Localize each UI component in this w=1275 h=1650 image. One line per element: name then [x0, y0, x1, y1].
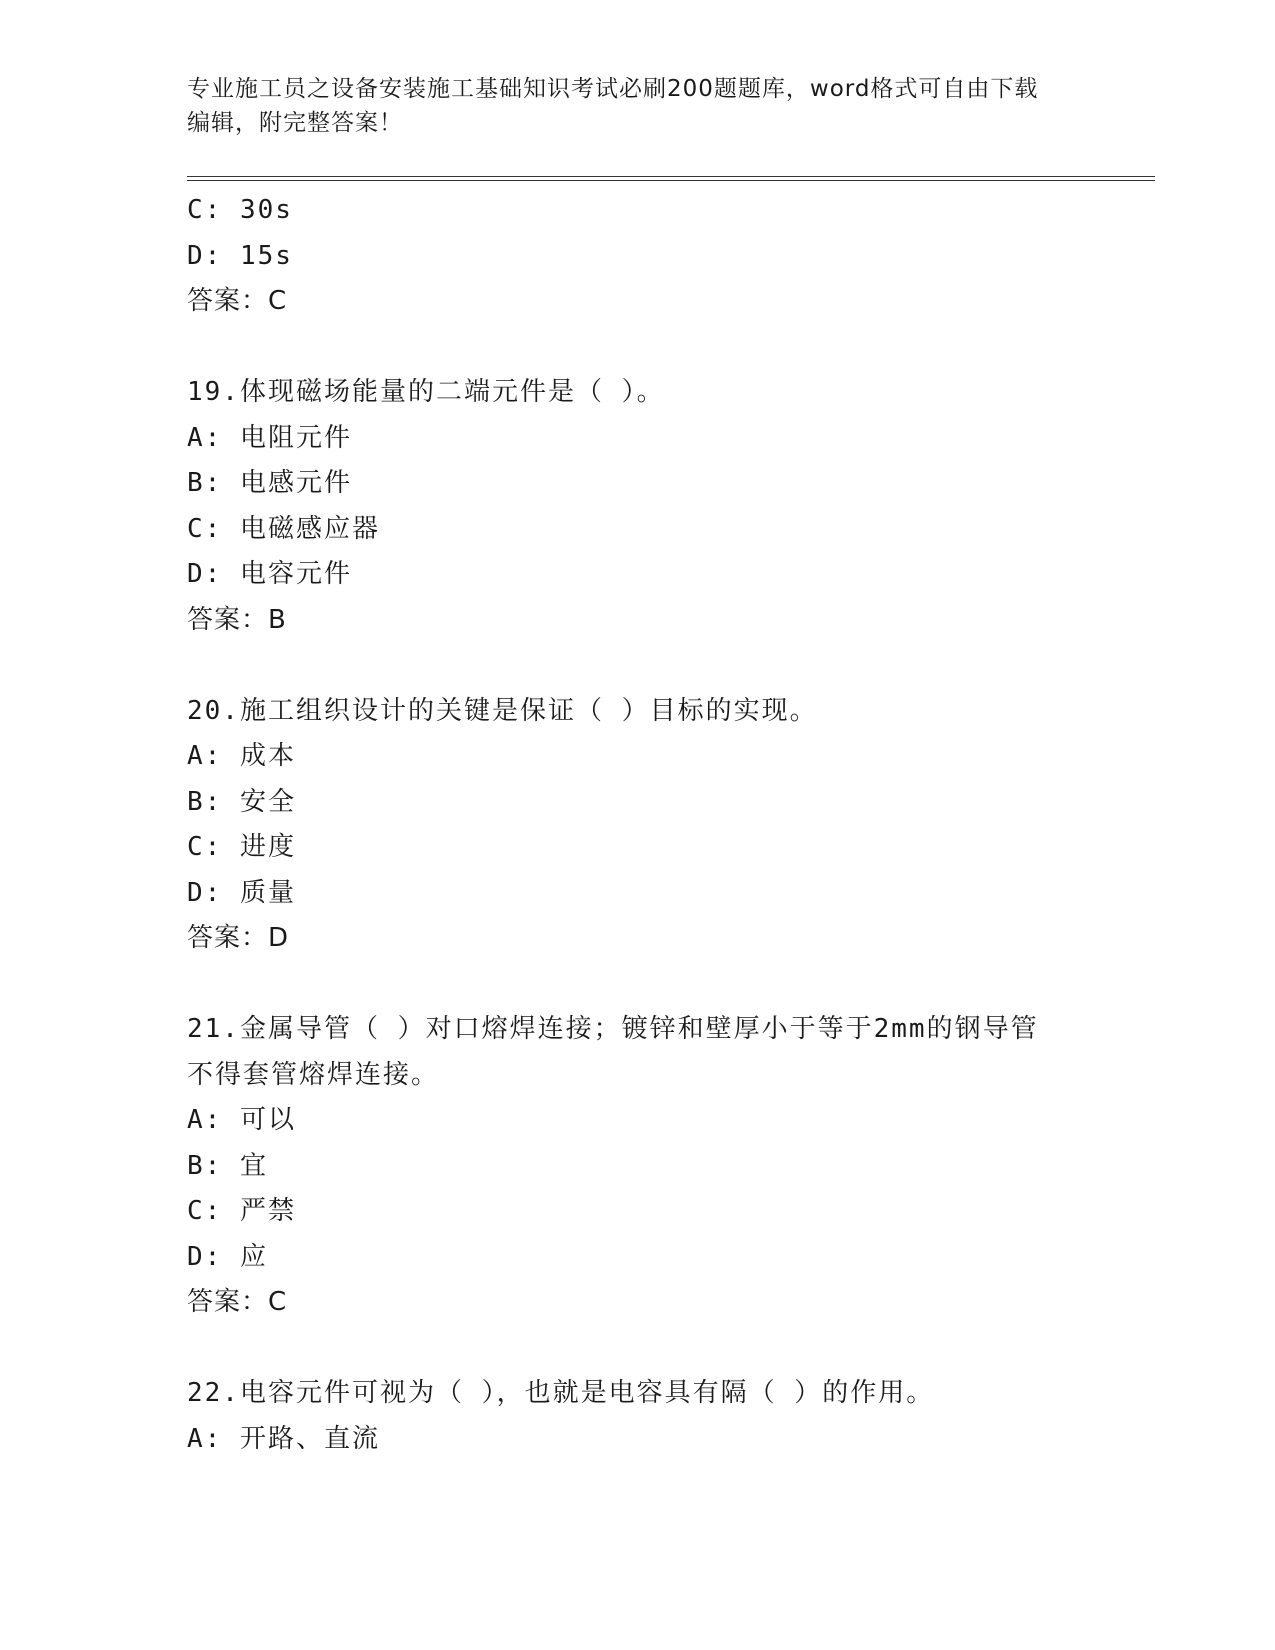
- spacer: [187, 325, 1087, 371]
- answer: 答案：C: [187, 286, 288, 316]
- question-19: [187, 370, 1087, 643]
- spacer: [187, 1326, 1087, 1372]
- question-list: [187, 188, 1087, 1462]
- question-20: [187, 689, 1087, 962]
- option-c: C: 进度: [187, 832, 296, 862]
- question-stem-line-1: 21.金属导管（ ）对口熔焊连接；镀锌和壁厚小于等于2mm的钢导管: [187, 1014, 1039, 1044]
- question-stem: 19.体现磁场能量的二端元件是（ ）。: [187, 377, 665, 407]
- option-d: D: 应: [187, 1241, 268, 1272]
- option-a: A: 成本: [187, 741, 296, 771]
- question-22: [187, 1371, 1087, 1462]
- option-c: C: 30s: [187, 195, 293, 225]
- spacer: [187, 643, 1087, 689]
- option-c: C: 严禁: [187, 1196, 296, 1226]
- answer: 答案：D: [187, 923, 290, 953]
- question-21: [187, 1007, 1087, 1326]
- question-stem: 20.施工组织设计的关键是保证（ ）目标的实现。: [187, 695, 818, 726]
- option-a: A: 可以: [187, 1105, 296, 1135]
- question-stem-line-2: 不得套管熔焊连接。: [187, 1059, 440, 1090]
- option-b: B: 安全: [187, 786, 296, 817]
- option-d: D: 15s: [187, 240, 293, 271]
- option-a: A: 电阻元件: [187, 422, 352, 453]
- option-b: B: 宜: [187, 1150, 268, 1181]
- answer: 答案：B: [187, 604, 287, 635]
- question-stem: 22.电容元件可视为（ ），也就是电容具有隔（ ）的作用。: [187, 1378, 935, 1408]
- option-c: C: 电磁感应器: [187, 513, 380, 544]
- option-d: D: 电容元件: [187, 559, 352, 589]
- header-divider: [187, 176, 1155, 181]
- header-line-2: 编辑，附完整答案！: [187, 110, 403, 136]
- question-18: [187, 188, 1087, 325]
- document-header: [187, 72, 1087, 140]
- option-b: B: 电感元件: [187, 468, 352, 498]
- option-a: A: 开路、直流: [187, 1423, 380, 1454]
- option-d: D: 质量: [187, 877, 296, 908]
- spacer: [187, 962, 1087, 1008]
- header-line-1: 专业施工员之设备安装施工基础知识考试必刷200题题库，word格式可自由下载: [187, 76, 1039, 102]
- answer: 答案：C: [187, 1287, 288, 1317]
